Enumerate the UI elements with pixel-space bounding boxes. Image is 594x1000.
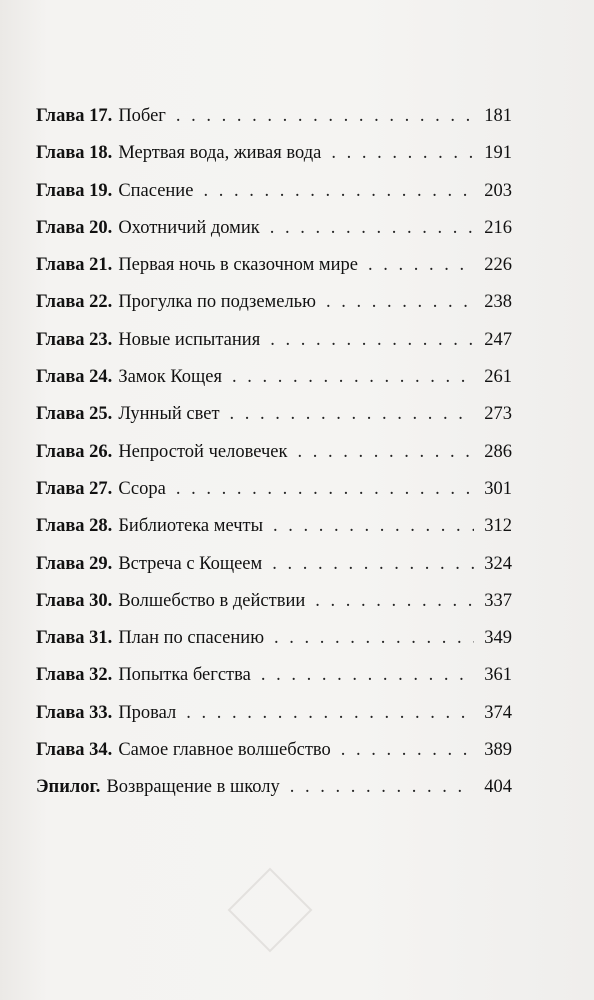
toc-entry-label: Глава 19. xyxy=(36,180,113,201)
toc-entry-title: Провал xyxy=(118,702,177,723)
toc-entry-label: Глава 20. xyxy=(36,217,113,238)
toc-entry-label: Глава 18. xyxy=(36,143,113,164)
dot-leader xyxy=(273,514,474,538)
toc-entry-page: 191 xyxy=(484,143,512,164)
toc-entry-label: Глава 28. xyxy=(36,516,113,537)
toc-entry xyxy=(36,589,512,626)
toc-entry-page: 216 xyxy=(484,217,512,238)
toc-entry-label: Глава 21. xyxy=(36,255,113,276)
toc-entry-label: Глава 22. xyxy=(36,292,113,313)
toc-entry xyxy=(36,402,512,439)
show-through-page-number-ornament xyxy=(228,868,313,953)
dot-leader xyxy=(270,328,474,352)
toc-entry-label: Глава 23. xyxy=(36,329,113,350)
toc-entry-title: План по спасению xyxy=(118,628,265,649)
toc-entry xyxy=(36,514,512,551)
toc-entry-title: Первая ночь в сказочном мире xyxy=(118,255,358,276)
toc-entry xyxy=(36,290,512,327)
toc-entry-title: Библиотека мечты xyxy=(118,516,264,537)
toc-entry-page: 349 xyxy=(484,628,512,649)
toc-entry xyxy=(36,552,512,589)
toc-entry-page: 286 xyxy=(484,441,512,462)
toc-entry-label: Глава 34. xyxy=(36,740,113,761)
dot-leader xyxy=(274,626,474,650)
toc-entry xyxy=(36,104,512,141)
toc-entry-page: 404 xyxy=(484,777,512,798)
toc-entry-page: 361 xyxy=(484,665,512,686)
toc-entry-title: Встреча с Кощеем xyxy=(118,553,263,574)
toc-entry-title: Попытка бегства xyxy=(118,665,251,686)
toc-entry xyxy=(36,626,512,663)
toc-entry xyxy=(36,775,512,812)
toc-entry-title: Охотничий домик xyxy=(118,217,260,238)
toc-entry-page: 226 xyxy=(484,255,512,276)
toc-entry-page: 324 xyxy=(484,553,512,574)
toc-entry-label: Глава 33. xyxy=(36,702,113,723)
toc-entry xyxy=(36,365,512,402)
dot-leader xyxy=(230,402,474,426)
toc-entry-label: Глава 17. xyxy=(36,106,113,126)
toc-entry-title: Самое главное волшебство xyxy=(118,740,331,761)
toc-entry-title: Новые испытания xyxy=(118,329,261,350)
toc-entry-title: Волшебство в действии xyxy=(118,590,306,611)
toc-entry-title: Возвращение в школу xyxy=(106,777,280,798)
dot-leader xyxy=(326,290,474,314)
toc-entry-title: Лунный свет xyxy=(118,404,220,425)
dot-leader xyxy=(272,552,474,576)
toc-entry-page: 247 xyxy=(484,329,512,350)
toc-entry xyxy=(36,701,512,738)
toc-entry xyxy=(36,440,512,477)
toc-entry-label: Эпилог. xyxy=(36,777,101,798)
toc-entry-label: Глава 32. xyxy=(36,665,113,686)
toc-entry-title: Замок Кощея xyxy=(118,367,222,388)
dot-leader xyxy=(270,216,474,240)
toc-entry-label: Глава 27. xyxy=(36,478,113,499)
dot-leader xyxy=(315,589,474,613)
toc-entry-page: 181 xyxy=(484,106,512,126)
toc-entry-title: Непростой человечек xyxy=(118,441,288,462)
dot-leader xyxy=(203,179,474,203)
toc-entry-page: 261 xyxy=(484,367,512,388)
toc-entry-page: 389 xyxy=(484,740,512,761)
dot-leader xyxy=(261,663,474,687)
dot-leader xyxy=(176,477,474,501)
toc-entry-label: Глава 30. xyxy=(36,590,113,611)
dot-leader xyxy=(297,440,474,464)
toc-entry-label: Глава 25. xyxy=(36,404,113,425)
dot-leader xyxy=(368,253,474,277)
toc-entry-page: 203 xyxy=(484,180,512,201)
toc-entry xyxy=(36,477,512,514)
toc-entry-label: Глава 29. xyxy=(36,553,113,574)
toc-entry-title: Прогулка по подземелью xyxy=(118,292,316,313)
toc-entry-page: 312 xyxy=(484,516,512,537)
toc-entry-title: Спасение xyxy=(118,180,194,201)
dot-leader xyxy=(341,738,474,762)
dot-leader xyxy=(186,701,474,725)
table-of-contents xyxy=(36,104,512,813)
dot-leader xyxy=(290,775,474,799)
toc-entry-label: Глава 26. xyxy=(36,441,113,462)
toc-entry-label: Глава 24. xyxy=(36,367,113,388)
toc-entry xyxy=(36,253,512,290)
toc-entry xyxy=(36,216,512,253)
toc-entry-page: 374 xyxy=(484,702,512,723)
toc-entry-label: Глава 31. xyxy=(36,628,113,649)
toc-entry-title: Ссора xyxy=(118,478,166,499)
toc-entry-page: 238 xyxy=(484,292,512,313)
toc-entry xyxy=(36,328,512,365)
toc-entry xyxy=(36,179,512,216)
toc-entry-page: 337 xyxy=(484,590,512,611)
dot-leader xyxy=(232,365,474,389)
toc-entry xyxy=(36,141,512,178)
dot-leader xyxy=(331,141,474,165)
toc-entry-page: 301 xyxy=(484,478,512,499)
toc-entry xyxy=(36,738,512,775)
toc-entry-title: Побег xyxy=(118,106,166,126)
dot-leader xyxy=(176,104,474,128)
toc-entry xyxy=(36,663,512,700)
toc-entry-page: 273 xyxy=(484,404,512,425)
toc-entry-title: Мертвая вода, живая вода xyxy=(118,143,322,164)
